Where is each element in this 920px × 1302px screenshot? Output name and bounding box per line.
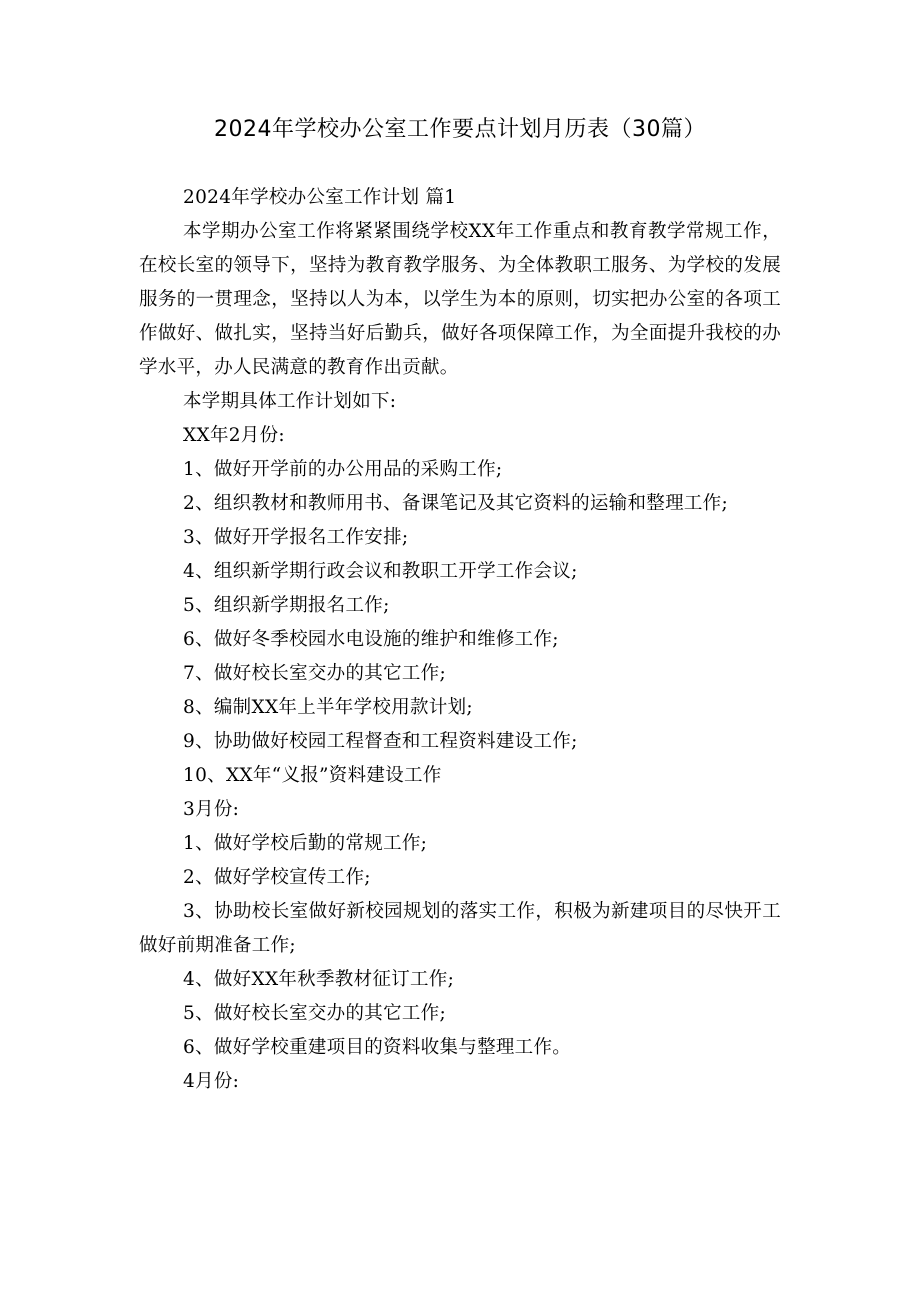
intro-paragraph: 本学期办公室工作将紧紧围绕学校XX年工作重点和教育教学常规工作，在校长室的领导下，坚持为教育教学服务、为全体教职工服务、为学校的发展服务的一贯理念，坚持以人为本，以学生为本的原则，切实把办公室的各项工作做好、做扎实，坚持当好后勤兵，做好各项保障工作，为全面提升我校的办学水平，办人民满意的教育作出贡献。 [139, 221, 781, 378]
list-item: 1、做好学校后勤的常规工作; [183, 833, 428, 854]
document-title: 2024年学校办公室工作要点计划月历表（30篇） [214, 117, 706, 142]
month-heading-feb: XX年2月份: [183, 425, 285, 446]
list-item: 2、组织教材和教师用书、备课笔记及其它资料的运输和整理工作; [183, 493, 729, 514]
section-heading: 2024年学校办公室工作计划 篇1 [183, 187, 457, 208]
plan-intro: 本学期具体工作计划如下: [183, 391, 397, 412]
list-item: 10、XX年“义报”资料建设工作 [183, 765, 442, 786]
list-item: 8、编制XX年上半年学校用款计划; [183, 697, 473, 718]
list-item: 3、协助校长室做好新校园规划的落实工作，积极为新建项目的尽快开工做好前期准备工作; [139, 901, 781, 956]
list-item: 4、组织新学期行政会议和教职工开学工作会议; [183, 561, 578, 582]
list-item: 7、做好校长室交办的其它工作; [183, 663, 447, 684]
month-heading-mar: 3月份: [183, 799, 240, 820]
month-heading-apr: 4月份: [183, 1071, 240, 1092]
list-item: 5、做好校长室交办的其它工作; [183, 1003, 447, 1024]
list-item: 6、做好学校重建项目的资料收集与整理工作。 [183, 1037, 572, 1058]
list-item: 2、做好学校宣传工作; [183, 867, 371, 888]
list-item: 5、组织新学期报名工作; [183, 595, 390, 616]
list-item: 9、协助做好校园工程督查和工程资料建设工作; [183, 731, 578, 752]
document-body [139, 181, 781, 1099]
list-item: 4、做好XX年秋季教材征订工作; [183, 969, 455, 990]
list-item: 3、做好开学报名工作安排; [183, 527, 409, 548]
list-item: 6、做好冬季校园水电设施的维护和维修工作; [183, 629, 559, 650]
list-item: 1、做好开学前的办公用品的采购工作; [183, 459, 503, 480]
